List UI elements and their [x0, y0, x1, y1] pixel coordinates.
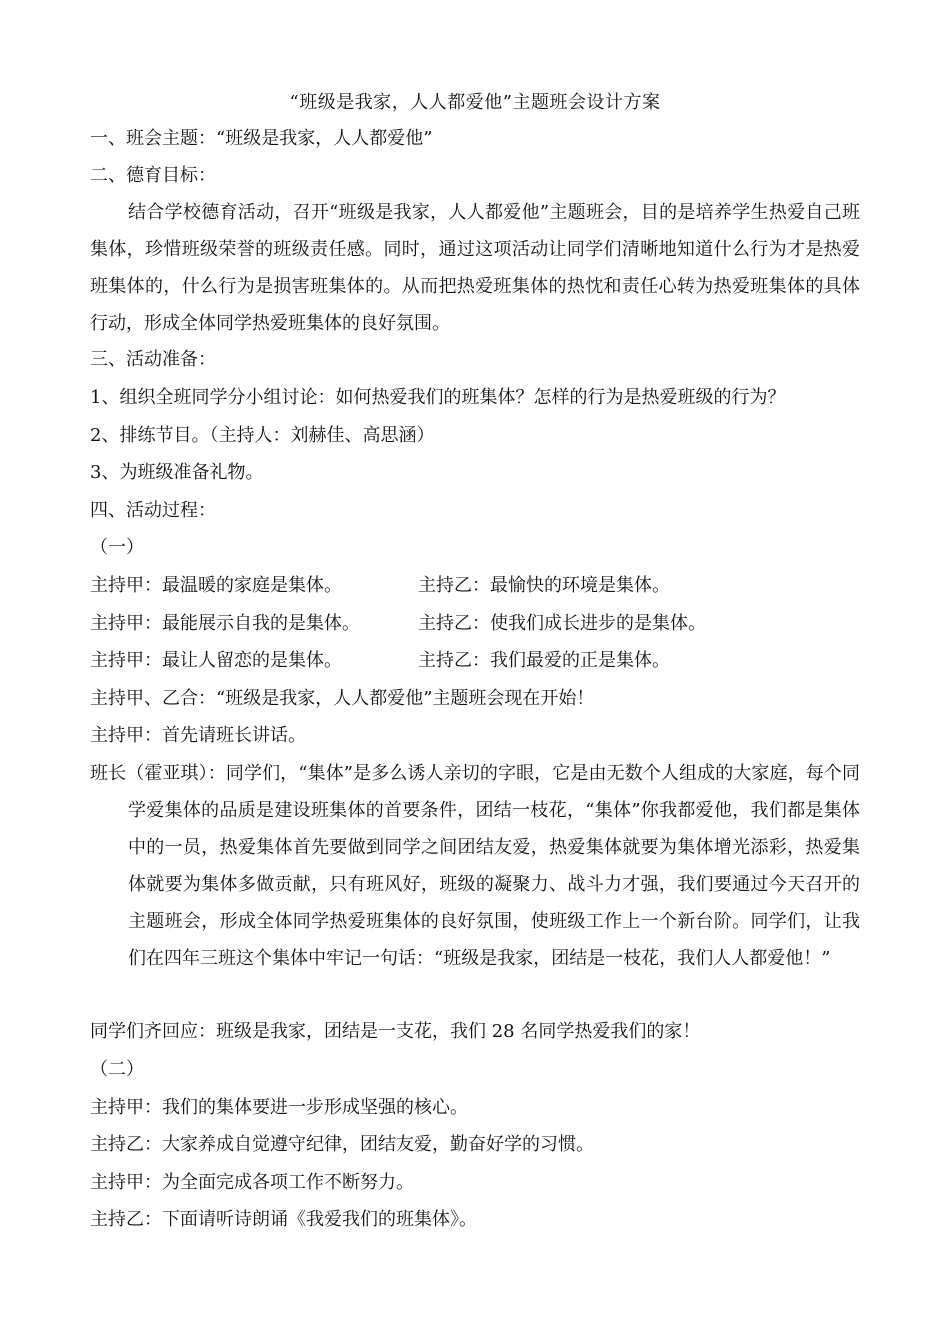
dialogue-together: 主持甲、乙合：“班级是我家，人人都爱他”主题班会现在开始！ [90, 688, 595, 709]
dialogue-host-a: 主持甲：最温暖的家庭是集体。 [90, 575, 342, 596]
dialogue-host-b: 主持乙：最愉快的环境是集体。 [418, 575, 670, 596]
dialogue-host-a: 主持甲：最让人留恋的是集体。 [90, 650, 342, 671]
part-two-label: （二） [90, 1059, 144, 1080]
prep-item: 3、为班级准备礼物。 [90, 462, 264, 483]
dialogue-host-a: 主持甲：我们的集体要进一步形成坚强的核心。 [90, 1097, 468, 1118]
section-theme: 一、班会主题：“班级是我家，人人都爱他” [90, 128, 433, 149]
dialogue-host-b: 主持乙：下面请听诗朗诵《我爱我们的班集体》。 [90, 1209, 477, 1230]
section-process-heading: 四、活动过程： [90, 500, 216, 521]
prep-item: 2、排练节目。（主持人：刘赫佳、高思涵） [90, 425, 435, 446]
prep-item: 1、组织全班同学分小组讨论：如何热爱我们的班集体？怎样的行为是热爱班级的行为？ [90, 387, 786, 408]
dialogue-host-b: 主持乙：我们最爱的正是集体。 [418, 650, 670, 671]
monitor-speech: 班长（霍亚琪）：同学们，“集体”是多么诱人亲切的字眼，它是由无数个人组成的大家庭，每个同学爱集体的品质是建设班集体的首要条件，团结一枝花，“集体”你我都爱他，我们都是集体中的一员，热爱集体首先要做到同学之间团结友爱，热爱集体就要为集体增光添彩，热爱集体就要为集体多做贡献，只有班风好，班级的凝聚力、战斗力才强，我们要通过今天召开的主题班会，形成全体同学热爱班集体的良好氛围，使班级工作上一个新台阶。同学们，让我们在四年三班这个集体中牢记一句话：“班级是我家，团结是一枝花，我们人人都爱他！” [90, 763, 860, 969]
dialogue-host-b: 主持乙：使我们成长进步的是集体。 [418, 613, 706, 634]
dialogue-host-a: 主持甲：首先请班长讲话。 [90, 725, 306, 746]
dialogue-host-a: 主持甲：最能展示自我的是集体。 [90, 613, 360, 634]
class-response: 同学们齐回应：班级是我家，团结是一支花，我们 28 名同学热爱我们的家！ [90, 1021, 701, 1042]
section-goals-heading: 二、德育目标： [90, 165, 216, 186]
dialogue-host-a: 主持甲：为全面完成各项工作不断努力。 [90, 1172, 414, 1193]
dialogue-host-b: 主持乙：大家养成自觉遵守纪律，团结友爱，勤奋好学的习惯。 [90, 1134, 594, 1155]
document-title: “班级是我家，人人都爱他”主题班会设计方案 [289, 92, 661, 113]
goals-paragraph: 结合学校德育活动，召开“班级是我家，人人都爱他”主题班会，目的是培养学生热爱自己班集体，珍惜班级荣誉的班级责任感。同时，通过这项活动让同学们清晰地知道什么行为才是热爱班集体的，什么行为是损害班集体的。从而把热爱班集体的热忱和责任心转为热爱班集体的具体行动，形成全体同学热爱班集体的良好氛围。 [90, 202, 860, 334]
part-one-label: （一） [90, 537, 144, 558]
section-prep-heading: 三、活动准备： [90, 349, 216, 370]
